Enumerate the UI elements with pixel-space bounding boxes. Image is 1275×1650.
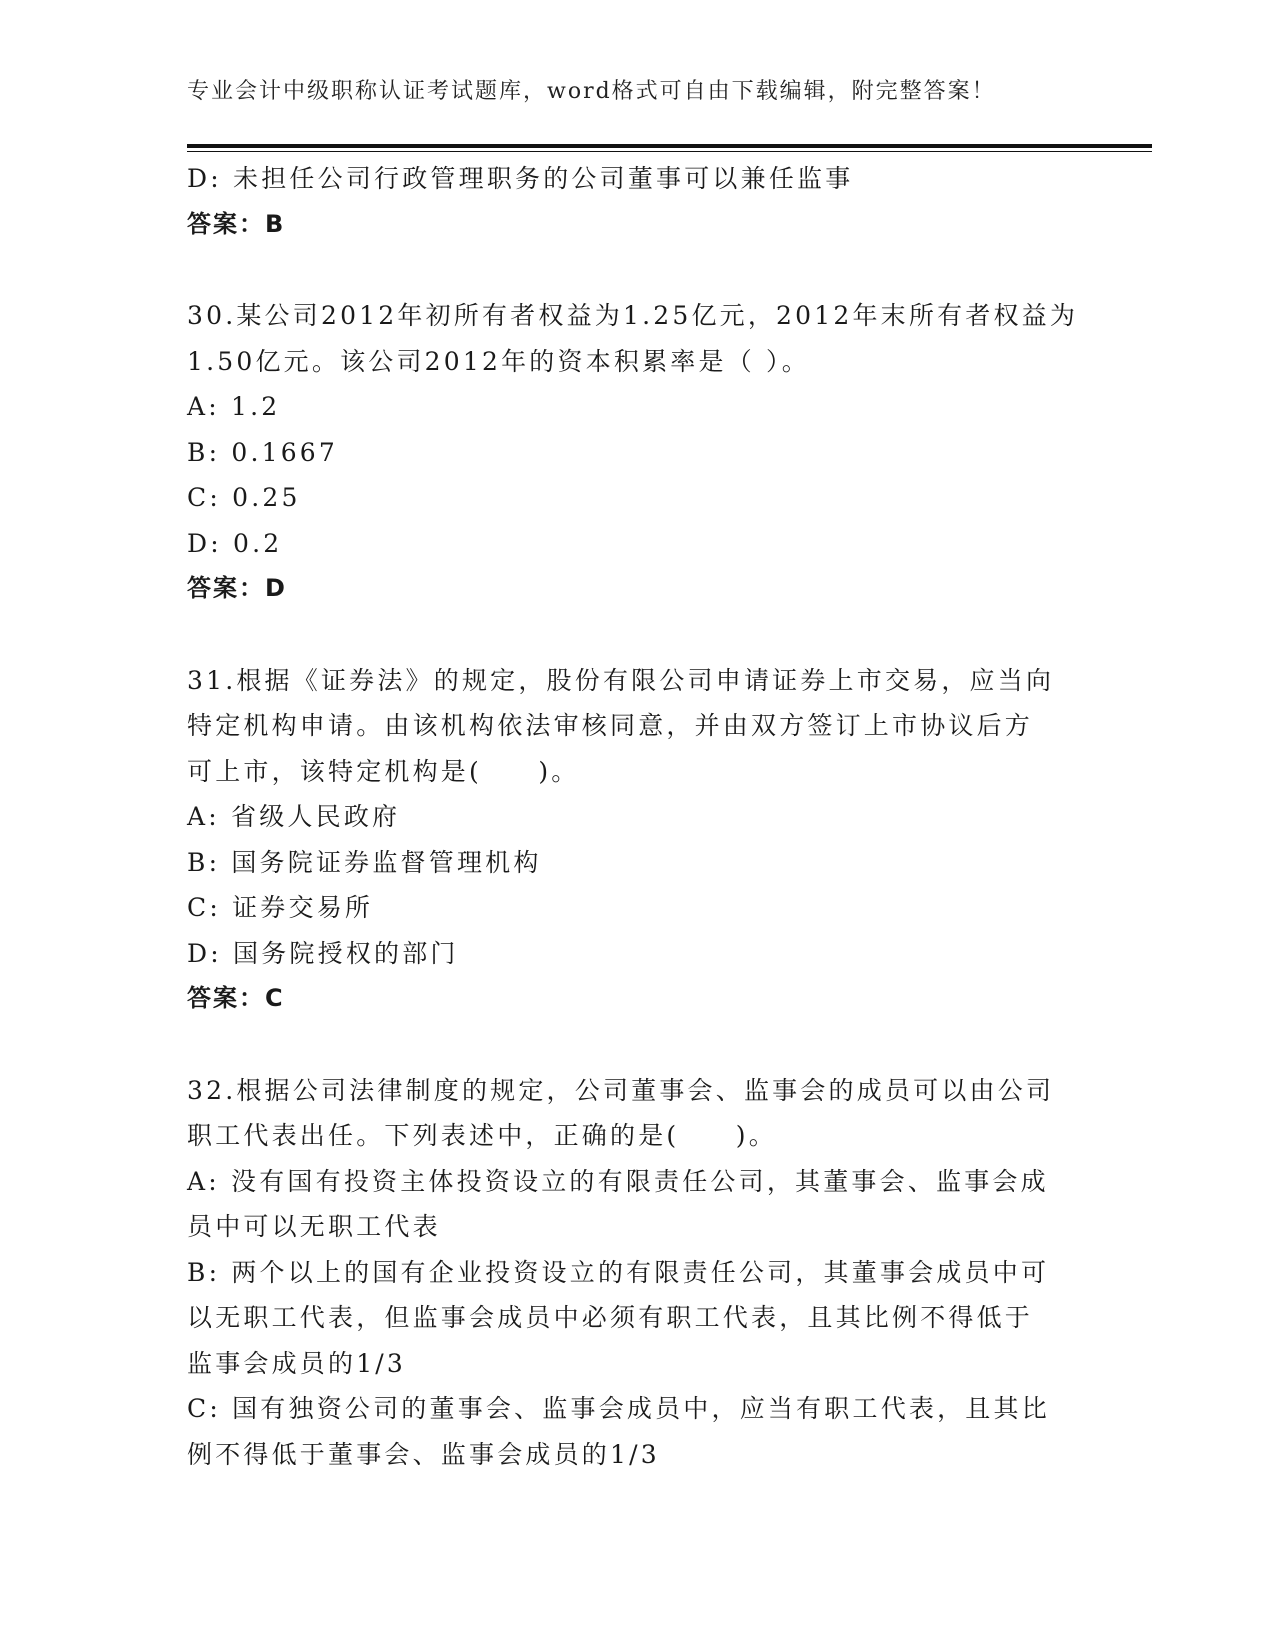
option-d: D: 0.2 xyxy=(187,528,283,558)
header-rule-thick xyxy=(187,144,1152,148)
answer: 答案：C xyxy=(187,984,285,1012)
question-text: 特定机构申请。由该机构依法审核同意，并由双方签订上市协议后方 xyxy=(187,711,1034,740)
question-text: 职工代表出任。下列表述中，正确的是( )。 xyxy=(187,1121,777,1150)
answer: 答案：B xyxy=(187,209,286,238)
question-text: 30.某公司2012年初所有者权益为1.25亿元，2012年末所有者权益为 xyxy=(187,301,1079,330)
option-d: D: 国务院授权的部门 xyxy=(187,938,459,968)
option-b: B: 国务院证券监督管理机构 xyxy=(187,847,542,877)
page-header: 专业会计中级职称认证考试题库，word格式可自由下载编辑，附完整答案！ xyxy=(187,79,996,104)
question-text: 32.根据公司法律制度的规定，公司董事会、监事会的成员可以由公司 xyxy=(187,1075,1055,1105)
option-d: D: 未担任公司行政管理职务的公司董事可以兼任监事 xyxy=(187,164,854,193)
option-c: C: 0.25 xyxy=(187,483,301,512)
option-c: C: 证券交易所 xyxy=(187,893,374,922)
question-text: 可上市，该特定机构是( )。 xyxy=(187,756,580,786)
option-a-cont: 员中可以无职工代表 xyxy=(187,1212,441,1241)
question-32 xyxy=(187,1068,1087,1478)
option-b-cont: 监事会成员的1/3 xyxy=(187,1348,407,1378)
question-30 xyxy=(187,293,1087,612)
question-text: 31.根据《证券法》的规定，股份有限公司申请证券上市交易，应当向 xyxy=(187,665,1055,695)
option-b-cont: 以无职工代表，但监事会成员中必须有职工代表，且其比例不得低于 xyxy=(187,1303,1034,1332)
header-rule-thin xyxy=(187,151,1152,152)
option-c-cont: 例不得低于董事会、监事会成员的1/3 xyxy=(187,1439,660,1469)
option-a: A: 省级人民政府 xyxy=(187,802,401,831)
question-31 xyxy=(187,658,1087,1022)
option-a: A: 没有国有投资主体投资设立的有限责任公司，其董事会、监事会成 xyxy=(187,1166,1049,1196)
option-c: C: 国有独资公司的董事会、监事会成员中，应当有职工代表，且其比 xyxy=(187,1394,1050,1423)
option-b: B: 0.1667 xyxy=(187,437,339,467)
option-a: A: 1.2 xyxy=(187,392,281,421)
answer: 答案：D xyxy=(187,574,287,602)
option-b: B: 两个以上的国有企业投资设立的有限责任公司，其董事会成员中可 xyxy=(187,1257,1050,1287)
question-text: 1.50亿元。该公司2012年的资本积累率是（ ）。 xyxy=(187,346,810,376)
document-body xyxy=(187,156,1087,1477)
